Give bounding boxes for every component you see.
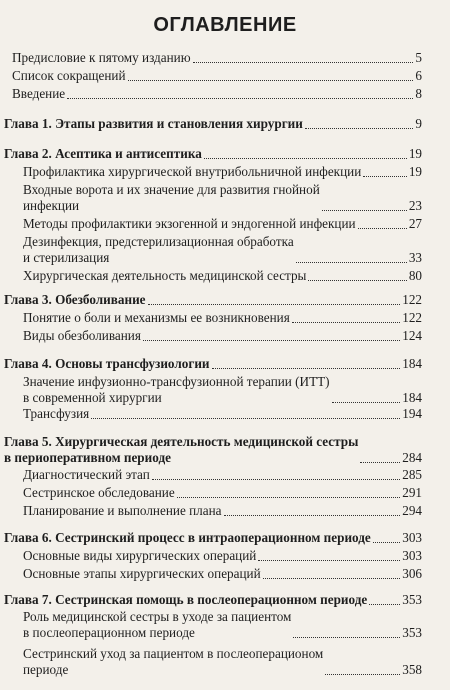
toc-entry-text: Глава 5. Хирургическая деятельность медицинской сестры в периоперативном периоде: [4, 434, 359, 465]
toc-page-number: 303: [402, 548, 422, 563]
toc-page-number: 353: [402, 625, 422, 640]
toc-entry: [23, 406, 422, 422]
toc-entry-text: Введение: [12, 86, 66, 101]
toc-entry-text: Виды обезболивания: [23, 328, 141, 343]
toc-page-number: 6: [415, 68, 422, 83]
dot-leader: [296, 262, 407, 263]
toc-entry-text: Планирование и выполнение плана: [23, 503, 222, 518]
toc-page-number: 9: [415, 116, 422, 131]
toc-entry-text: Сестринское обследование: [23, 485, 175, 500]
dot-leader: [305, 128, 414, 129]
dot-leader: [67, 98, 413, 99]
dot-leader: [91, 418, 400, 419]
toc-chapter: [4, 292, 422, 308]
toc-page-number: 27: [408, 216, 422, 231]
toc-entry-text: Роль медицинской сестры в уходе за пациентом в послеоперационном периоде: [23, 609, 292, 640]
dot-leader: [373, 542, 400, 543]
toc-entry-text: Список сокращений: [12, 68, 126, 83]
toc-entry-text: Понятие о боли и механизмы ее возникновения: [23, 310, 290, 325]
toc-entry-text: Сестринский уход за пациентом в послеоперационом периоде: [23, 646, 324, 677]
toc-entry: [12, 86, 422, 102]
dot-leader: [143, 340, 400, 341]
toc-page-number: 33: [408, 250, 422, 265]
toc-entry-text: Глава 6. Сестринский процесс в интраоперационном периоде: [4, 530, 371, 545]
toc-entry: [23, 216, 422, 232]
dot-leader: [258, 560, 400, 561]
toc-entry: [23, 485, 422, 501]
toc-chapter: [4, 356, 422, 372]
dot-leader: [360, 462, 400, 463]
toc-chapter: [4, 434, 422, 466]
toc-entry: [23, 467, 422, 483]
toc-entry: [12, 50, 422, 66]
page-title: ОГЛАВЛЕНИЕ: [153, 14, 297, 36]
toc-page-number: 5: [415, 50, 422, 65]
toc-page-number: 19: [408, 164, 422, 179]
toc-entry: [23, 328, 422, 344]
dot-leader: [193, 62, 414, 63]
dot-leader: [148, 304, 401, 305]
toc-entry-text: Хирургическая деятельность медицинской сестры: [23, 268, 307, 283]
dot-leader: [204, 158, 407, 159]
toc-entry-text: Методы профилактики экзогенной и эндогенной инфекции: [23, 216, 356, 231]
toc-entry-text: Глава 1. Этапы развития и становления хирургии: [4, 116, 303, 131]
toc-page-number: 124: [402, 328, 422, 343]
toc-entry-text: Глава 3. Обезболивание: [4, 292, 146, 307]
toc-page-number: 19: [408, 146, 422, 161]
toc-page-number: 8: [415, 86, 422, 101]
toc-page-number: 306: [402, 566, 422, 581]
toc-entry-text: Глава 4. Основы трансфузиологии: [4, 356, 210, 371]
dot-leader: [212, 368, 401, 369]
toc-entry: [12, 68, 422, 84]
toc-entry: [23, 234, 422, 266]
toc-page-number: 358: [402, 662, 422, 677]
toc-page-number: 353: [402, 592, 422, 607]
toc-page-number: 285: [402, 467, 422, 482]
toc-page-number: 184: [402, 390, 422, 405]
toc-entry-text: Диагностический этап: [23, 467, 150, 482]
toc-entry: [23, 646, 422, 678]
toc-entry-text: Трансфузия: [23, 406, 90, 421]
dot-leader: [369, 604, 400, 605]
toc-entry-text: Основные этапы хирургических операций: [23, 566, 261, 581]
toc-entry: [23, 566, 422, 582]
toc-page-number: 122: [402, 310, 422, 325]
toc-page-number: 23: [408, 198, 422, 213]
dot-leader: [322, 210, 407, 211]
toc-page-number: 194: [402, 406, 422, 421]
toc-page-number: 284: [402, 450, 422, 465]
toc-page-number: 122: [402, 292, 422, 307]
dot-leader: [128, 80, 414, 81]
dot-leader: [224, 515, 401, 516]
toc-entry-text: Значение инфузионно-трансфузионной терапии (ИТТ) в современной хирургии: [23, 374, 330, 405]
dot-leader: [358, 228, 407, 229]
toc-chapter: [4, 146, 422, 162]
dot-leader: [152, 479, 400, 480]
toc-entry: [23, 182, 422, 214]
toc-entry: [23, 374, 422, 406]
toc-entry-text: Входные ворота и их значение для развития гнойной инфекции: [23, 182, 320, 213]
dot-leader: [293, 637, 400, 638]
toc-page-number: 184: [402, 356, 422, 371]
toc-chapter: [4, 530, 422, 546]
toc-entry-text: Профилактика хирургической внутрибольничной инфекции: [23, 164, 362, 179]
dot-leader: [308, 280, 406, 281]
toc-entry: [23, 164, 422, 180]
dot-leader: [363, 176, 407, 177]
toc-entry-text: Глава 2. Асептика и антисептика: [4, 146, 202, 161]
toc-entry-text: Предисловие к пятому изданию: [12, 50, 191, 65]
dot-leader: [263, 578, 401, 579]
toc-entry: [23, 310, 422, 326]
toc-entry-text: Дезинфекция, предстерилизационная обработка и стерилизация: [23, 234, 294, 265]
toc-page-number: 291: [402, 485, 422, 500]
dot-leader: [325, 674, 400, 675]
toc-entry: [23, 268, 422, 284]
toc-chapter: [4, 116, 422, 132]
toc-chapter: [4, 592, 422, 608]
dot-leader: [332, 402, 401, 403]
toc-page-number: 303: [402, 530, 422, 545]
toc-page-number: 294: [402, 503, 422, 518]
toc-entry: [23, 548, 422, 564]
toc-page-number: 80: [408, 268, 422, 283]
toc-entry: [23, 503, 422, 519]
toc-entry-text: Основные виды хирургических операций: [23, 548, 257, 563]
dot-leader: [177, 497, 401, 498]
dot-leader: [292, 322, 400, 323]
toc-entry-text: Глава 7. Сестринская помощь в послеоперационном периоде: [4, 592, 368, 607]
toc-entry: [23, 609, 422, 641]
